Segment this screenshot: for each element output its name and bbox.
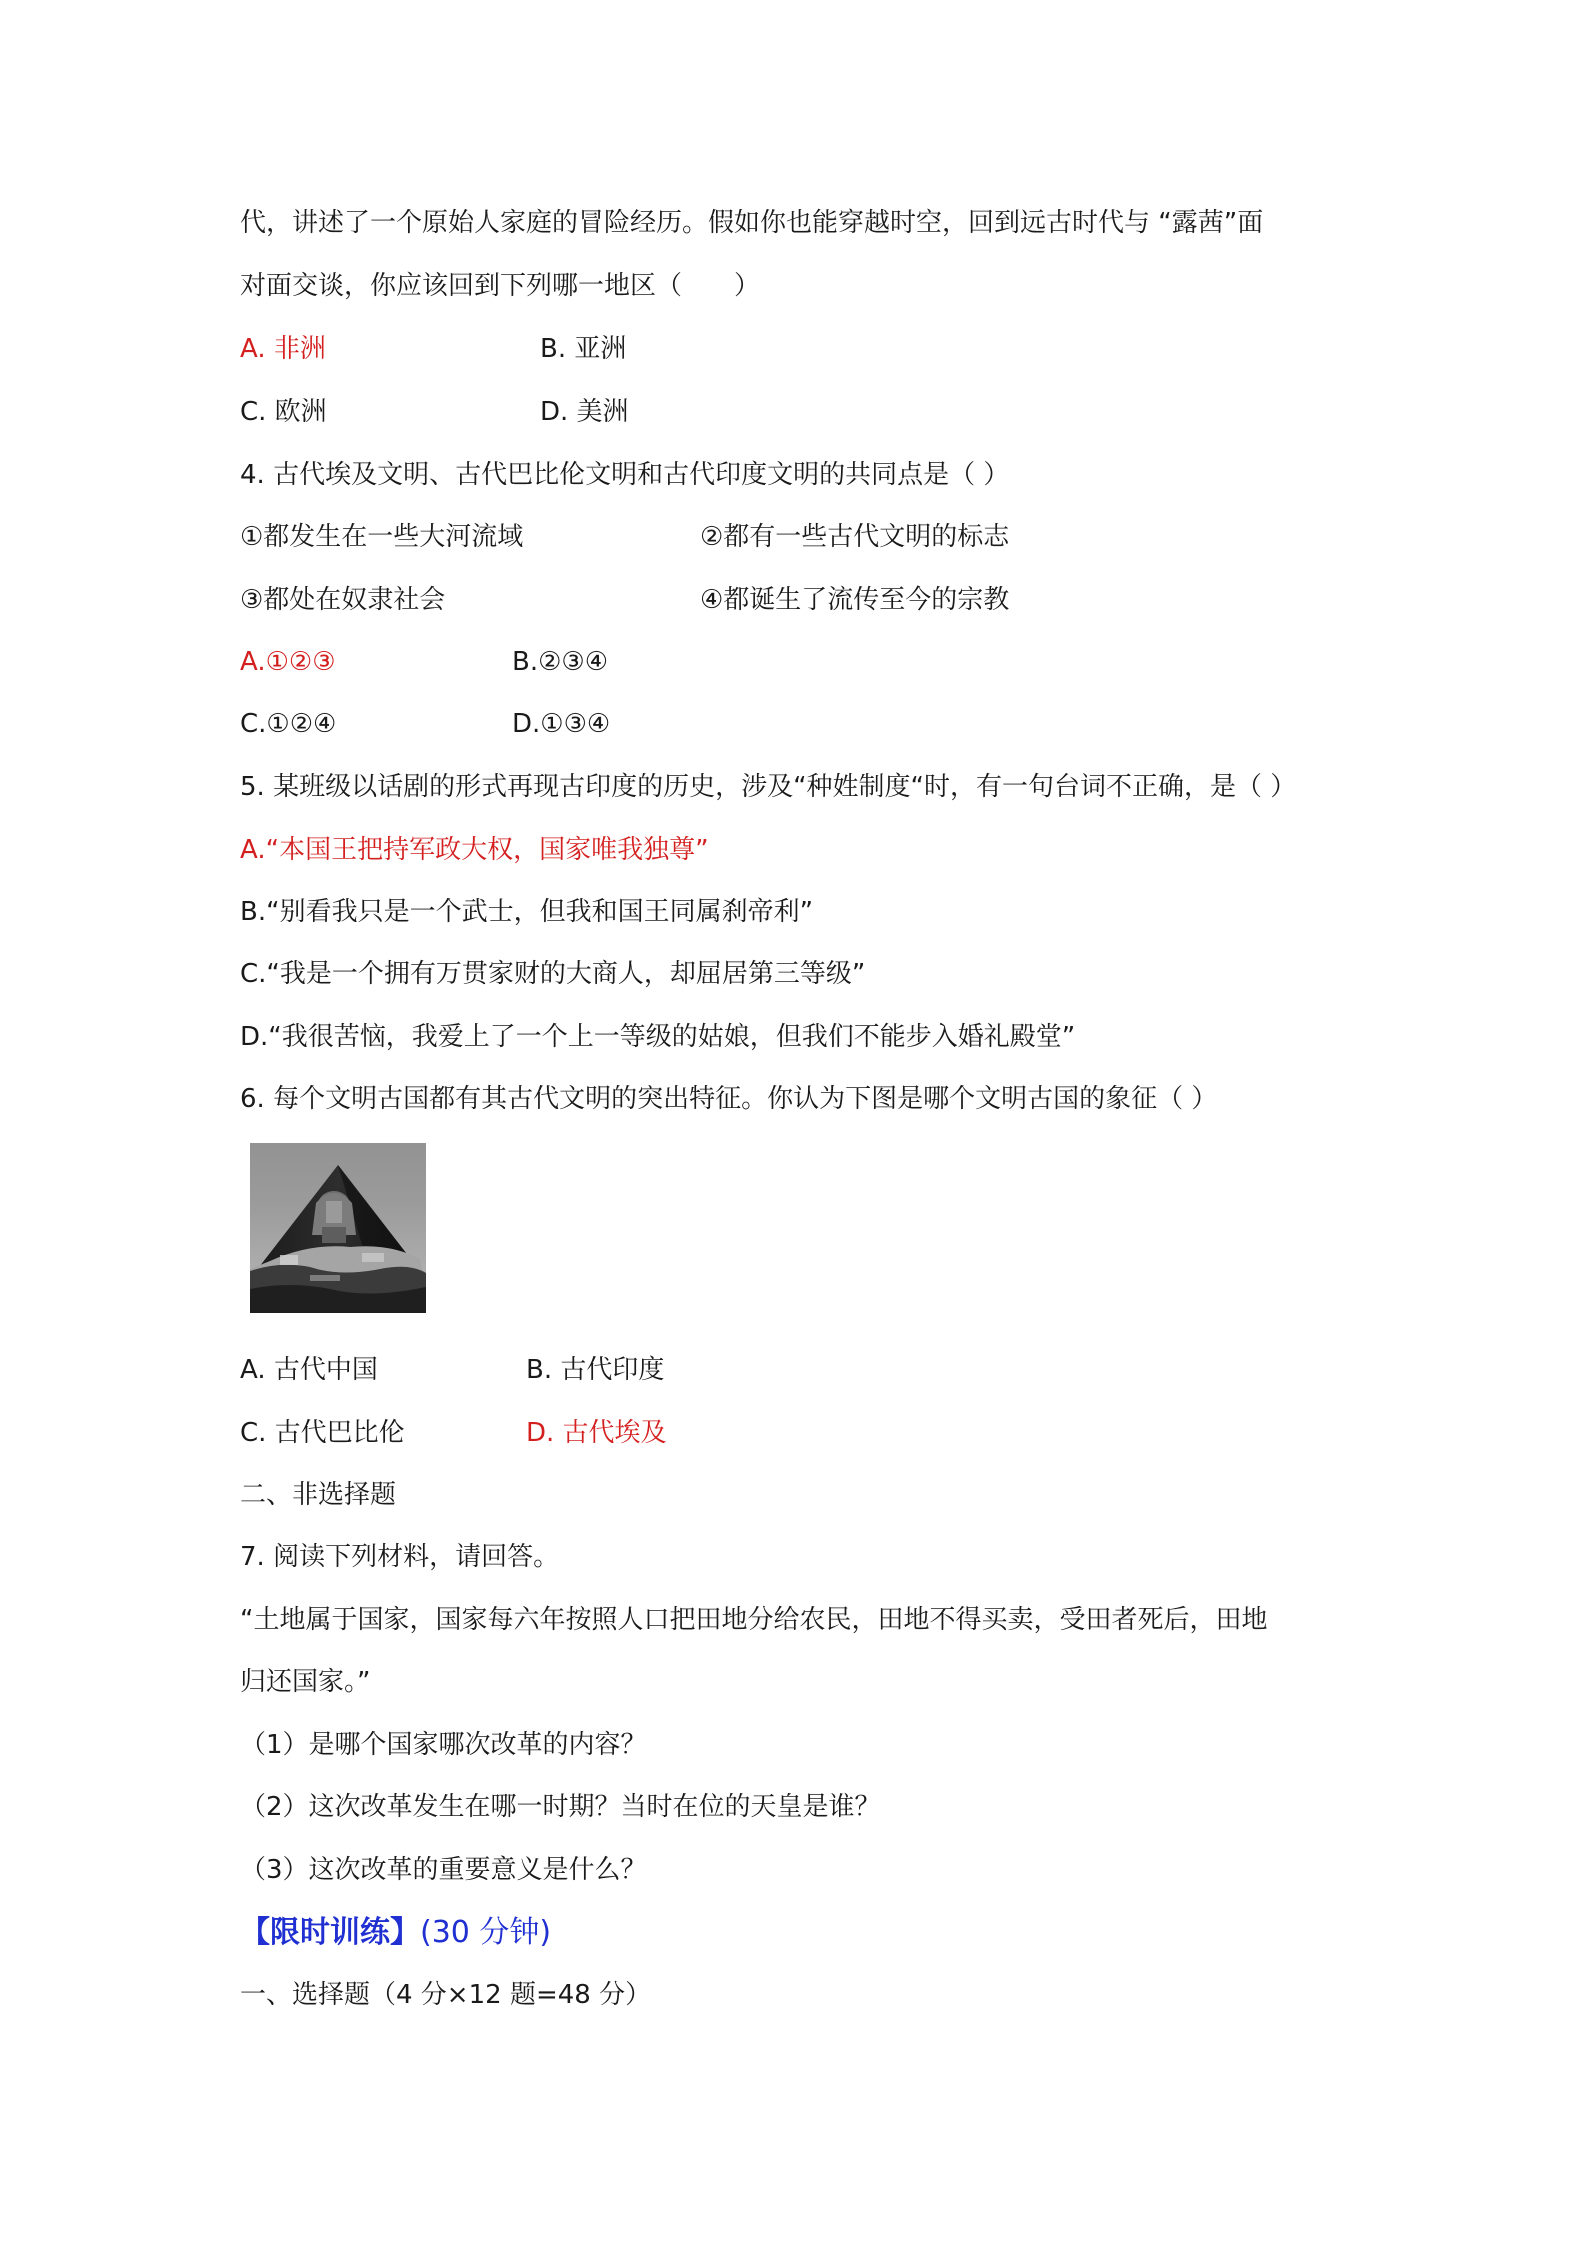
q7-material-line2: 归还国家。” (240, 1667, 371, 1697)
q3-option-a: A. 非洲 (240, 334, 326, 364)
q3-option-c: C. 欧洲 (240, 397, 327, 427)
q3-option-b: B. 亚洲 (540, 334, 627, 364)
q7-sub-question-2: （2）这次改革发生在哪一时期？当时在位的天皇是谁？ (240, 1792, 881, 1822)
q4-option-b: B.②③④ (512, 647, 609, 677)
q4-option-c: C.①②④ (240, 709, 337, 739)
q3-stem-line2: 对面交谈，你应该回到下列哪一地区（ ） (240, 271, 761, 301)
q5-option-a: A.“本国王把持军政大权，国家唯我独尊” (240, 835, 709, 865)
q5-stem: 5. 某班级以话剧的形式再现古印度的历史，涉及“种姓制度“时，有一句台词不正确，是（ ） (240, 772, 1297, 802)
q4-statement-3: ③都处在奴隶社会 (240, 585, 446, 615)
q4-statement-4: ④都诞生了流传至今的宗教 (700, 585, 1010, 615)
q4-statement-1: ①都发生在一些大河流域 (240, 522, 524, 552)
q5-option-b: B.“别看我只是一个武士，但我和国王同属刹帝利” (240, 897, 814, 927)
q7-sub-question-3: （3）这次改革的重要意义是什么？ (240, 1855, 647, 1885)
q7-sub-question-1: （1）是哪个国家哪次改革的内容？ (240, 1730, 647, 1760)
timed-training-title (240, 1913, 551, 1953)
timed-training-bracket-title: 【限时训练】 (240, 1915, 420, 1950)
timed-training-duration: (30 分钟) (420, 1915, 552, 1950)
q4-option-a: A.①②③ (240, 647, 336, 677)
section-heading-non-choice: 二、非选择题 (240, 1480, 397, 1510)
q5-option-c: C.“我是一个拥有万贯家财的大商人，却屈居第三等级” (240, 959, 866, 989)
q5-option-d: D.“我很苦恼，我爱上了一个上一等级的姑娘，但我们不能步入婚礼殿堂” (240, 1022, 1076, 1052)
q6-option-c: C. 古代巴比伦 (240, 1418, 405, 1448)
q4-stem: 4. 古代埃及文明、古代巴比伦文明和古代印度文明的共同点是（ ） (240, 460, 1010, 490)
q3-option-d: D. 美洲 (540, 397, 629, 427)
section-heading-choice: 一、选择题（4 分×12 题=48 分） (240, 1980, 652, 2010)
q6-stem: 6. 每个文明古国都有其古代文明的突出特征。你认为下图是哪个文明古国的象征（ ） (240, 1084, 1218, 1114)
q7-material-line1: “土地属于国家，国家每六年按照人口把田地分给农民，田地不得买卖，受田者死后，田地 (240, 1605, 1268, 1635)
q3-stem-line1: 代，讲述了一个原始人家庭的冒险经历。假如你也能穿越时空，回到远古时代与 “露茜”面 (240, 208, 1264, 238)
q4-statement-2: ②都有一些古代文明的标志 (700, 522, 1010, 552)
q4-option-d: D.①③④ (512, 709, 611, 739)
sphinx-pyramid-photo (250, 1143, 426, 1313)
q7-stem: 7. 阅读下列材料，请回答。 (240, 1542, 560, 1572)
q6-option-d: D. 古代埃及 (526, 1418, 667, 1448)
q6-option-a: A. 古代中国 (240, 1355, 378, 1385)
q6-option-b: B. 古代印度 (526, 1355, 665, 1385)
